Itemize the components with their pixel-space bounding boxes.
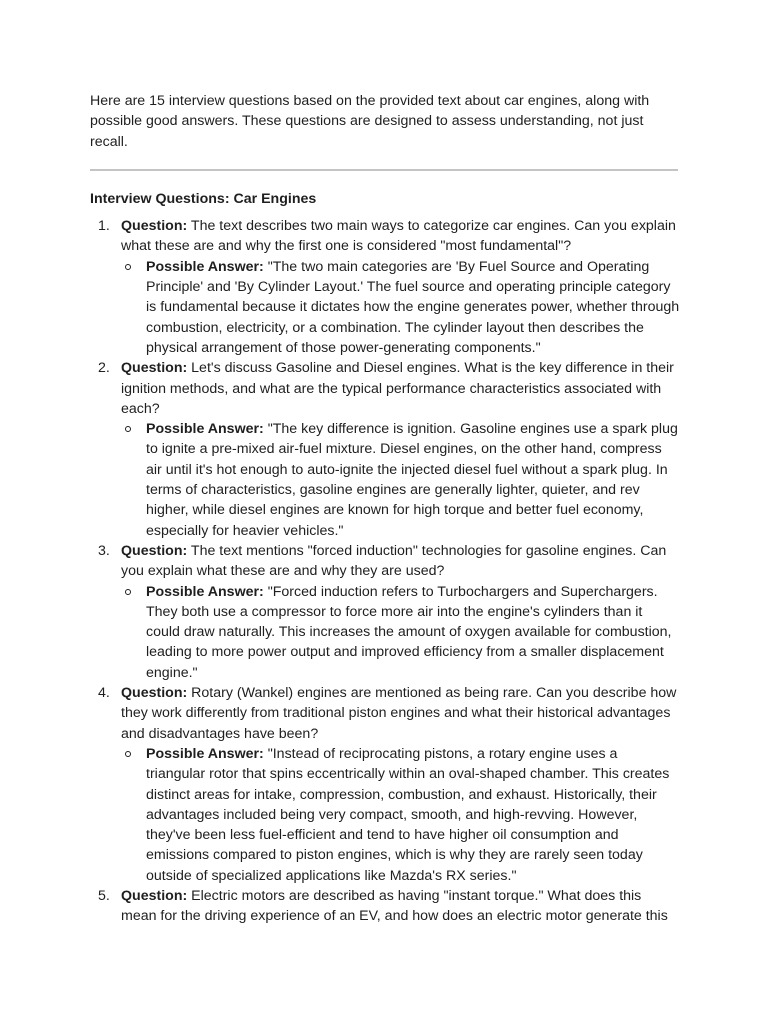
question-text-block <box>121 216 680 257</box>
question-text-block <box>121 683 680 744</box>
answer-label: Possible Answer: <box>146 258 264 275</box>
question-item <box>90 541 680 683</box>
question-text: Rotary (Wankel) engines are mentioned as being rare. Can you describe how they work differently from traditional piston engines and what their historical advantages and disadvantages have been? <box>121 685 677 742</box>
question-label: Question: <box>121 685 188 702</box>
section-heading: Interview Questions: Car Engines <box>90 190 317 207</box>
answer-label: Possible Answer: <box>146 583 264 600</box>
question-label: Question: <box>121 360 188 377</box>
question-item <box>90 216 680 358</box>
answer-text: "The two main categories are 'By Fuel Source and Operating Principle' and 'By Cylinder Layout.' The fuel source and operating principle category is fundamental because it dictates how the engine generates power, whether through combustion, electricity, or a combination. The cylinder layout then describes the physical arrangement of those power-generating components." <box>146 258 680 356</box>
question-label: Question: <box>121 887 188 904</box>
answer-text: "Forced induction refers to Turbochargers and Superchargers. They both use a compressor to force more air into the engine's cylinders than it could draw naturally. This increases the amount of oxygen available for combustion, leading to more power output and improved efficiency from a smaller displacement engine." <box>146 583 672 681</box>
answer-text: "The key difference is ignition. Gasoline engines use a spark plug to ignite a pre-mixed air-fuel mixture. Diesel engines, on the other hand, compress air until it's hot enough to auto-ignite the injected diesel fuel without a spark plug. In terms of characteristics, gasoline engines are generally lighter, quieter, and rev higher, while diesel engines are known for high torque and better fuel economy, especially for heavier vehicles." <box>146 421 678 539</box>
hollow-bullet-icon <box>125 589 131 595</box>
question-number: 2. <box>98 360 110 377</box>
question-text: Let's discuss Gasoline and Diesel engines. What is the key difference in their ignition methods, and what are the typical performance characteristics associated with each? <box>121 360 674 417</box>
answer-list <box>121 257 680 358</box>
question-item <box>90 683 680 886</box>
question-text: The text mentions "forced induction" technologies for gasoline engines. Can you explain what these are and why they are used? <box>121 542 667 580</box>
document-body <box>90 91 680 927</box>
question-number: 1. <box>98 218 110 235</box>
answer-text: "Instead of reciprocating pistons, a rotary engine uses a triangular rotor that spins eccentrically within an oval-shaped chamber. This creates distinct areas for intake, compression, combustion, and exhaust. Historically, their advantages included being very compact, smooth, and high-revving. However, they've been less fuel-efficient and tend to have higher oil consumption and emissions compared to piston engines, which is why they are rarely seen today outside of specialized applications like Mazda's RX series." <box>146 745 670 884</box>
question-text-block <box>121 886 680 927</box>
intro-paragraph: Here are 15 interview questions based on the provided text about car engines, along with possible good answers. These questions are designed to assess understanding, not just recall. <box>90 93 650 150</box>
question-number: 3. <box>98 542 110 559</box>
answer-list <box>121 582 680 683</box>
question-number: 4. <box>98 685 110 702</box>
answer-item <box>121 419 680 541</box>
question-list <box>90 216 680 926</box>
answer-list <box>121 744 680 886</box>
question-item <box>90 886 680 927</box>
question-text-block <box>121 358 680 419</box>
question-text-block <box>121 541 680 582</box>
question-item <box>90 358 680 541</box>
question-number: 5. <box>98 887 110 904</box>
question-text: Electric motors are described as having "instant torque." What does this mean for the driving experience of an EV, and how does an electric motor generate this <box>121 887 668 925</box>
question-label: Question: <box>121 542 188 559</box>
question-label: Question: <box>121 218 188 235</box>
hollow-bullet-icon <box>125 426 131 432</box>
question-text: The text describes two main ways to categorize car engines. Can you explain what these are and why the first one is considered "most fundamental"? <box>121 218 676 255</box>
hollow-bullet-icon <box>125 751 131 757</box>
horizontal-divider <box>90 169 678 171</box>
answer-label: Possible Answer: <box>146 421 264 438</box>
answer-list <box>121 419 680 541</box>
answer-item <box>121 582 680 683</box>
answer-item <box>121 257 680 358</box>
hollow-bullet-icon <box>125 264 131 270</box>
answer-item <box>121 744 680 886</box>
answer-label: Possible Answer: <box>146 745 264 762</box>
